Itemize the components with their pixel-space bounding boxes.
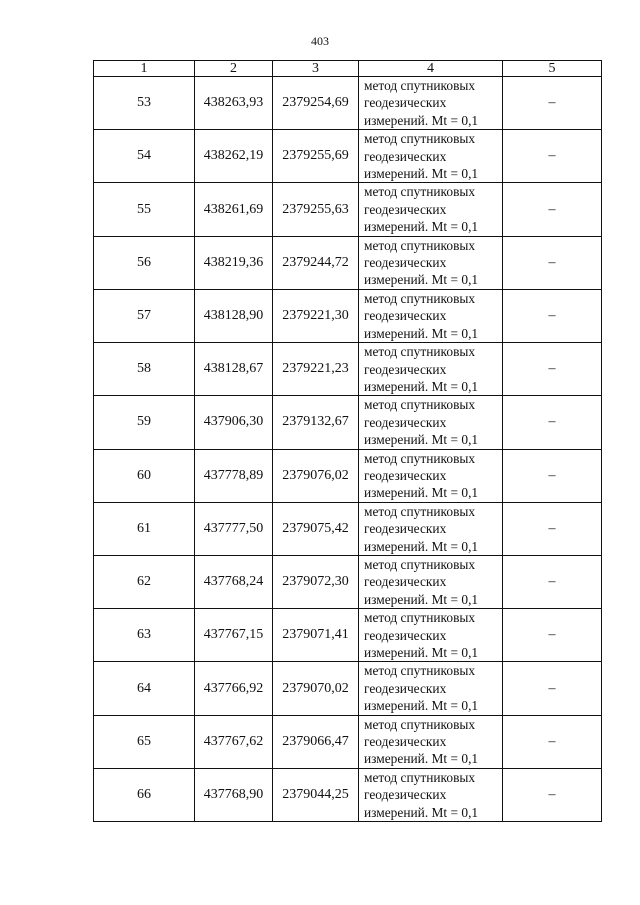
point-number-cell: 63 (94, 609, 195, 662)
method-text-line: метод спутниковых (364, 450, 476, 466)
method-text-line: измерений. Mt = 0,1 (364, 698, 479, 714)
method-text-line: геодезических (364, 627, 447, 643)
x-coordinate-cell: 437778,89 (195, 449, 273, 502)
point-number-cell: 53 (94, 77, 195, 130)
table-row (94, 662, 602, 715)
method-cell (359, 502, 503, 555)
method-cell (359, 130, 503, 183)
method-text-line: геодезических (364, 521, 447, 537)
point-number-cell: 56 (94, 236, 195, 289)
note-cell: – (503, 768, 602, 821)
method-text-line: метод спутниковых (364, 237, 476, 253)
point-number-cell: 62 (94, 555, 195, 608)
y-coordinate-cell: 2379070,02 (273, 662, 359, 715)
method-text-line: метод спутниковых (364, 503, 476, 519)
column-header: 2 (195, 61, 273, 77)
note-cell: – (503, 289, 602, 342)
method-cell (359, 289, 503, 342)
y-coordinate-cell: 2379255,69 (273, 130, 359, 183)
y-coordinate-cell: 2379255,63 (273, 183, 359, 236)
method-text-line: метод спутниковых (364, 131, 476, 147)
y-coordinate-cell: 2379044,25 (273, 768, 359, 821)
method-cell (359, 236, 503, 289)
method-cell (359, 77, 503, 130)
method-text-line: геодезических (364, 414, 447, 430)
column-header: 4 (359, 61, 503, 77)
method-text-line: геодезических (364, 574, 447, 590)
method-text-line: геодезических (364, 361, 447, 377)
method-text-line: измерений. Mt = 0,1 (364, 751, 479, 767)
method-text-line: метод спутниковых (364, 184, 476, 200)
point-number-cell: 54 (94, 130, 195, 183)
y-coordinate-cell: 2379221,23 (273, 343, 359, 396)
method-text-line: метод спутниковых (364, 610, 476, 626)
method-text-line: геодезических (364, 255, 447, 271)
note-cell: – (503, 662, 602, 715)
method-text-line: геодезических (364, 734, 447, 750)
method-text-line: метод спутниковых (364, 663, 476, 679)
page-number: 403 (311, 34, 329, 48)
method-text-line: метод спутниковых (364, 556, 476, 572)
note-cell: – (503, 555, 602, 608)
method-text-line: метод спутниковых (364, 290, 476, 306)
note-cell: – (503, 343, 602, 396)
method-text-line: измерений. Mt = 0,1 (364, 166, 479, 182)
method-cell (359, 396, 503, 449)
y-coordinate-cell: 2379075,42 (273, 502, 359, 555)
note-cell: – (503, 77, 602, 130)
column-header: 1 (94, 61, 195, 77)
y-coordinate-cell: 2379072,30 (273, 555, 359, 608)
x-coordinate-cell: 437766,92 (195, 662, 273, 715)
x-coordinate-cell: 438262,19 (195, 130, 273, 183)
table-row (94, 343, 602, 396)
x-coordinate-cell: 438128,90 (195, 289, 273, 342)
method-text-line: геодезических (364, 95, 447, 111)
method-text-line: измерений. Mt = 0,1 (364, 325, 479, 341)
method-cell (359, 715, 503, 768)
table-row (94, 396, 602, 449)
table-body (94, 77, 602, 822)
coordinates-table (93, 60, 602, 822)
x-coordinate-cell: 437768,24 (195, 555, 273, 608)
x-coordinate-cell: 437777,50 (195, 502, 273, 555)
method-text-line: измерений. Mt = 0,1 (364, 538, 479, 554)
x-coordinate-cell: 437767,62 (195, 715, 273, 768)
method-cell (359, 768, 503, 821)
x-coordinate-cell: 437768,90 (195, 768, 273, 821)
method-text-line: метод спутниковых (364, 769, 476, 785)
point-number-cell: 60 (94, 449, 195, 502)
x-coordinate-cell: 438261,69 (195, 183, 273, 236)
note-cell: – (503, 183, 602, 236)
method-text-line: геодезических (364, 148, 447, 164)
x-coordinate-cell: 438263,93 (195, 77, 273, 130)
method-text-line: геодезических (364, 787, 447, 803)
method-cell (359, 609, 503, 662)
y-coordinate-cell: 2379071,41 (273, 609, 359, 662)
x-coordinate-cell: 437767,15 (195, 609, 273, 662)
method-cell (359, 183, 503, 236)
method-cell (359, 449, 503, 502)
point-number-cell: 66 (94, 768, 195, 821)
method-text-line: геодезических (364, 201, 447, 217)
point-number-cell: 61 (94, 502, 195, 555)
note-cell: – (503, 502, 602, 555)
table-row (94, 130, 602, 183)
method-text-line: геодезических (364, 308, 447, 324)
point-number-cell: 59 (94, 396, 195, 449)
note-cell: – (503, 715, 602, 768)
method-text-line: метод спутниковых (364, 78, 476, 93)
method-text-line: измерений. Mt = 0,1 (364, 804, 479, 820)
note-cell: – (503, 130, 602, 183)
table-row (94, 502, 602, 555)
note-cell: – (503, 396, 602, 449)
method-text-line: измерений. Mt = 0,1 (364, 272, 479, 288)
method-cell (359, 343, 503, 396)
point-number-cell: 55 (94, 183, 195, 236)
method-text-line: геодезических (364, 467, 447, 483)
point-number-cell: 57 (94, 289, 195, 342)
method-text-line: геодезических (364, 680, 447, 696)
method-text-line: измерений. Mt = 0,1 (364, 432, 479, 448)
y-coordinate-cell: 2379132,67 (273, 396, 359, 449)
method-cell (359, 662, 503, 715)
table-row (94, 609, 602, 662)
y-coordinate-cell: 2379066,47 (273, 715, 359, 768)
y-coordinate-cell: 2379254,69 (273, 77, 359, 130)
table-row (94, 715, 602, 768)
x-coordinate-cell: 438128,67 (195, 343, 273, 396)
x-coordinate-cell: 437906,30 (195, 396, 273, 449)
method-text-line: измерений. Mt = 0,1 (364, 378, 479, 394)
y-coordinate-cell: 2379076,02 (273, 449, 359, 502)
table-row (94, 768, 602, 821)
table-row (94, 183, 602, 236)
method-text-line: измерений. Mt = 0,1 (364, 591, 479, 607)
note-cell: – (503, 236, 602, 289)
table-row (94, 555, 602, 608)
point-number-cell: 58 (94, 343, 195, 396)
x-coordinate-cell: 438219,36 (195, 236, 273, 289)
method-text-line: метод спутниковых (364, 397, 476, 413)
table-header-row (94, 61, 602, 77)
point-number-cell: 64 (94, 662, 195, 715)
method-text-line: метод спутниковых (364, 716, 476, 732)
table-row (94, 289, 602, 342)
note-cell: – (503, 449, 602, 502)
method-text-line: измерений. Mt = 0,1 (364, 219, 479, 235)
point-number-cell: 65 (94, 715, 195, 768)
method-text-line: измерений. Mt = 0,1 (364, 112, 479, 128)
table-row (94, 77, 602, 130)
table-row (94, 449, 602, 502)
method-cell (359, 555, 503, 608)
column-header: 5 (503, 61, 602, 77)
y-coordinate-cell: 2379221,30 (273, 289, 359, 342)
table-row (94, 236, 602, 289)
method-text-line: измерений. Mt = 0,1 (364, 645, 479, 660)
note-cell: – (503, 609, 602, 662)
column-header: 3 (273, 61, 359, 77)
method-text-line: измерений. Mt = 0,1 (364, 485, 479, 501)
y-coordinate-cell: 2379244,72 (273, 236, 359, 289)
method-text-line: метод спутниковых (364, 344, 476, 360)
